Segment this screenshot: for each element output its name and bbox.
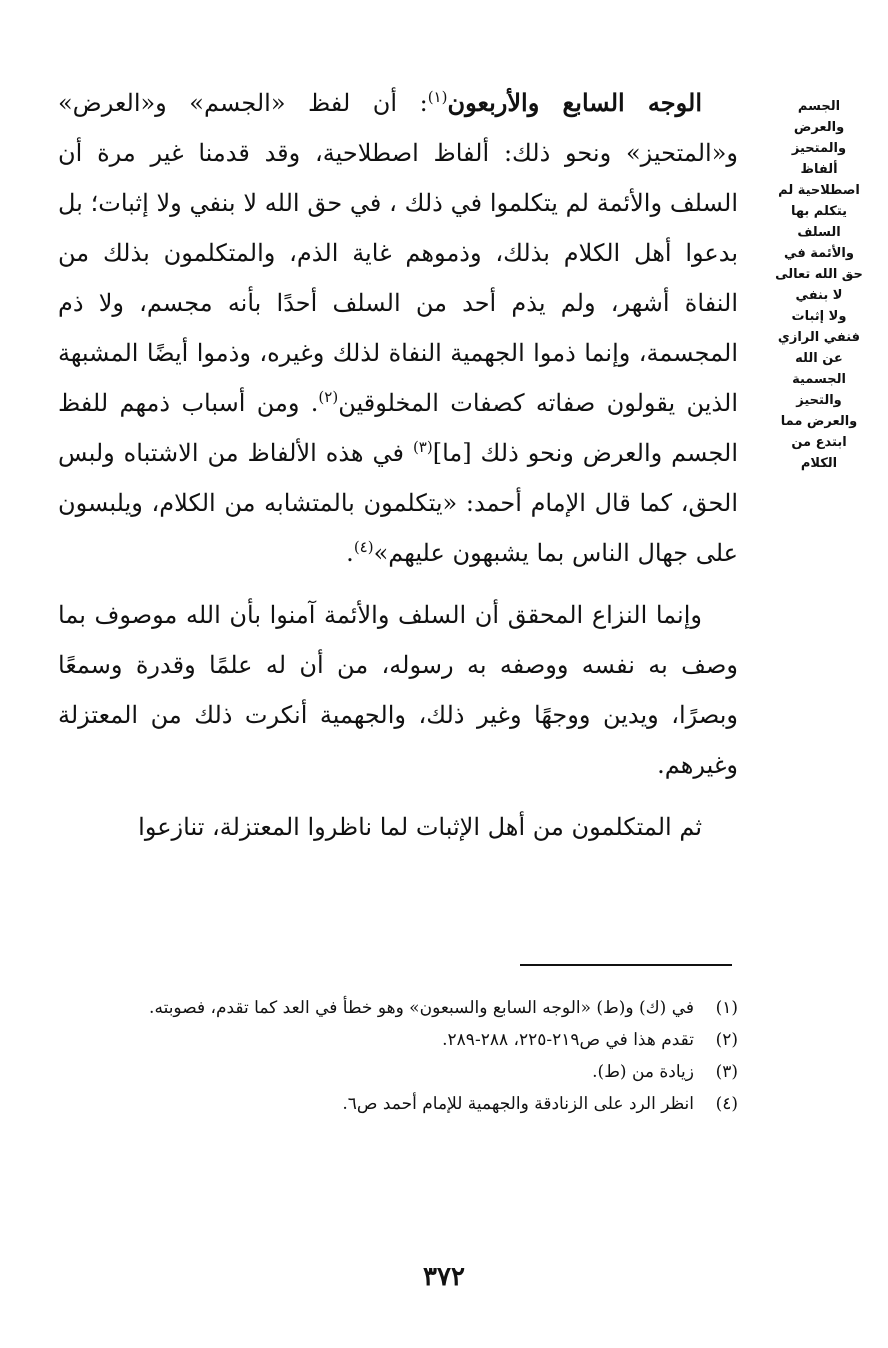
- paragraph-text: في هذه الألفاظ من الاشتباه ولبس الحق، كما قال الإمام أحمد: «يتكلمون بالمتشابه من الكلام، ويلبسون على جهال الناس بما يشبهون عليهم»: [58, 439, 738, 567]
- footnote-text: في (ك) و(ط) «الوجه السابع والسبعون» وهو خطأ في العد كما تقدم، فصوبته.: [149, 998, 694, 1018]
- margin-note-line: لا بنفي: [795, 288, 843, 303]
- margin-note-line: والعرض: [793, 120, 845, 135]
- main-text: [58, 78, 738, 864]
- footnote-number: (٢): [715, 1030, 738, 1050]
- footnote-text: زيادة من (ط).: [592, 1062, 694, 1082]
- margin-note-line: والمتحيز: [791, 141, 847, 156]
- margin-note-line: فنفي الرازي: [777, 330, 861, 345]
- margin-note: [772, 96, 866, 474]
- paragraph-text: : أن لفظ «الجسم» و«العرض» و«المتحيز» ونحو ذلك: ألفاظ اصطلاحية، وقد قدمنا غير مرة أن السلف والأئمة لم يتكلموا في ذلك ، في حق الله لا بنفي ولا إثبات؛ بل بدعوا أهل الكلام بذلك، وذموهم غاية الذم، والمتكلمون بذلك من النفاة أشهر، ولم يذم أحد من السلف أحدًا بأنه مجسم، ولا ذم المجسمة، وإنما ذموا الجهمية النفاة لذلك وغيره، وذموا أيضًا المشبهة الذين يقولون صفاته كصفات المخلوقين: [58, 89, 739, 417]
- paragraph-text: . ومن أسباب ذمهم للفظ الجسم والعرض ونحو ذلك [ما]: [58, 389, 738, 467]
- footnote-number: (٣): [715, 1062, 738, 1082]
- footnote-number: (٤): [715, 1094, 738, 1114]
- footnotes: [58, 992, 738, 1120]
- footnote-number: (١): [715, 998, 738, 1018]
- footnote-ref: (١): [427, 88, 448, 106]
- footnote-divider: [520, 964, 732, 966]
- paragraph: ثم المتكلمون من أهل الإثبات لما ناظروا المعتزلة، تنازعوا: [138, 813, 702, 841]
- margin-note-line: الجسم: [797, 99, 841, 114]
- footnote: [58, 1056, 738, 1088]
- margin-note-line: ابتدع من: [791, 435, 847, 450]
- margin-note-line: والتحيز: [796, 393, 842, 408]
- paragraph-text: .: [346, 539, 354, 567]
- footnote-ref: (٤): [353, 538, 374, 556]
- footnote-ref: (٢): [318, 388, 339, 406]
- margin-note-line: يتكلم بها: [790, 204, 848, 219]
- footnote-text: انظر الرد على الزنادقة والجهمية للإمام أحمد ص٦.: [342, 1094, 694, 1114]
- margin-note-line: والأئمة في: [784, 246, 854, 261]
- footnote: [58, 1088, 738, 1120]
- paragraph: [58, 78, 738, 578]
- section-heading: الوجه السابع والأربعون: [447, 88, 703, 117]
- footnote: [58, 1024, 738, 1056]
- margin-note-line: الكلام: [800, 456, 838, 471]
- margin-note-line: السلف: [797, 225, 841, 240]
- margin-note-line: ألفاظ: [800, 162, 838, 177]
- footnote-text: تقدم هذا في ص٢١٩-٢٢٥، ٢٨٨-٢٨٩.: [442, 1030, 694, 1050]
- page-number: ٣٧٢: [423, 1262, 465, 1292]
- footnote: [58, 992, 738, 1024]
- margin-note-line: اصطلاحية لم: [778, 183, 860, 198]
- paragraph: وإنما النزاع المحقق أن السلف والأئمة آمنوا بأن الله موصوف بما وصف به نفسه ووصفه به رسوله، من أن له علمًا وقدرة وسمعًا وبصرًا، ويدين ووجهًا وغير ذلك، والجهمية أنكرت ذلك من المعتزلة وغيرهم.: [58, 601, 738, 779]
- margin-note-line: الجسمية: [792, 372, 846, 387]
- margin-note-line: حق الله تعالى: [775, 267, 863, 282]
- margin-note-line: عن الله: [795, 351, 843, 366]
- margin-note-line: ولا إثبات: [791, 309, 847, 324]
- margin-note-line: والعرض مما: [780, 414, 858, 429]
- footnote-ref: (٣): [412, 438, 433, 456]
